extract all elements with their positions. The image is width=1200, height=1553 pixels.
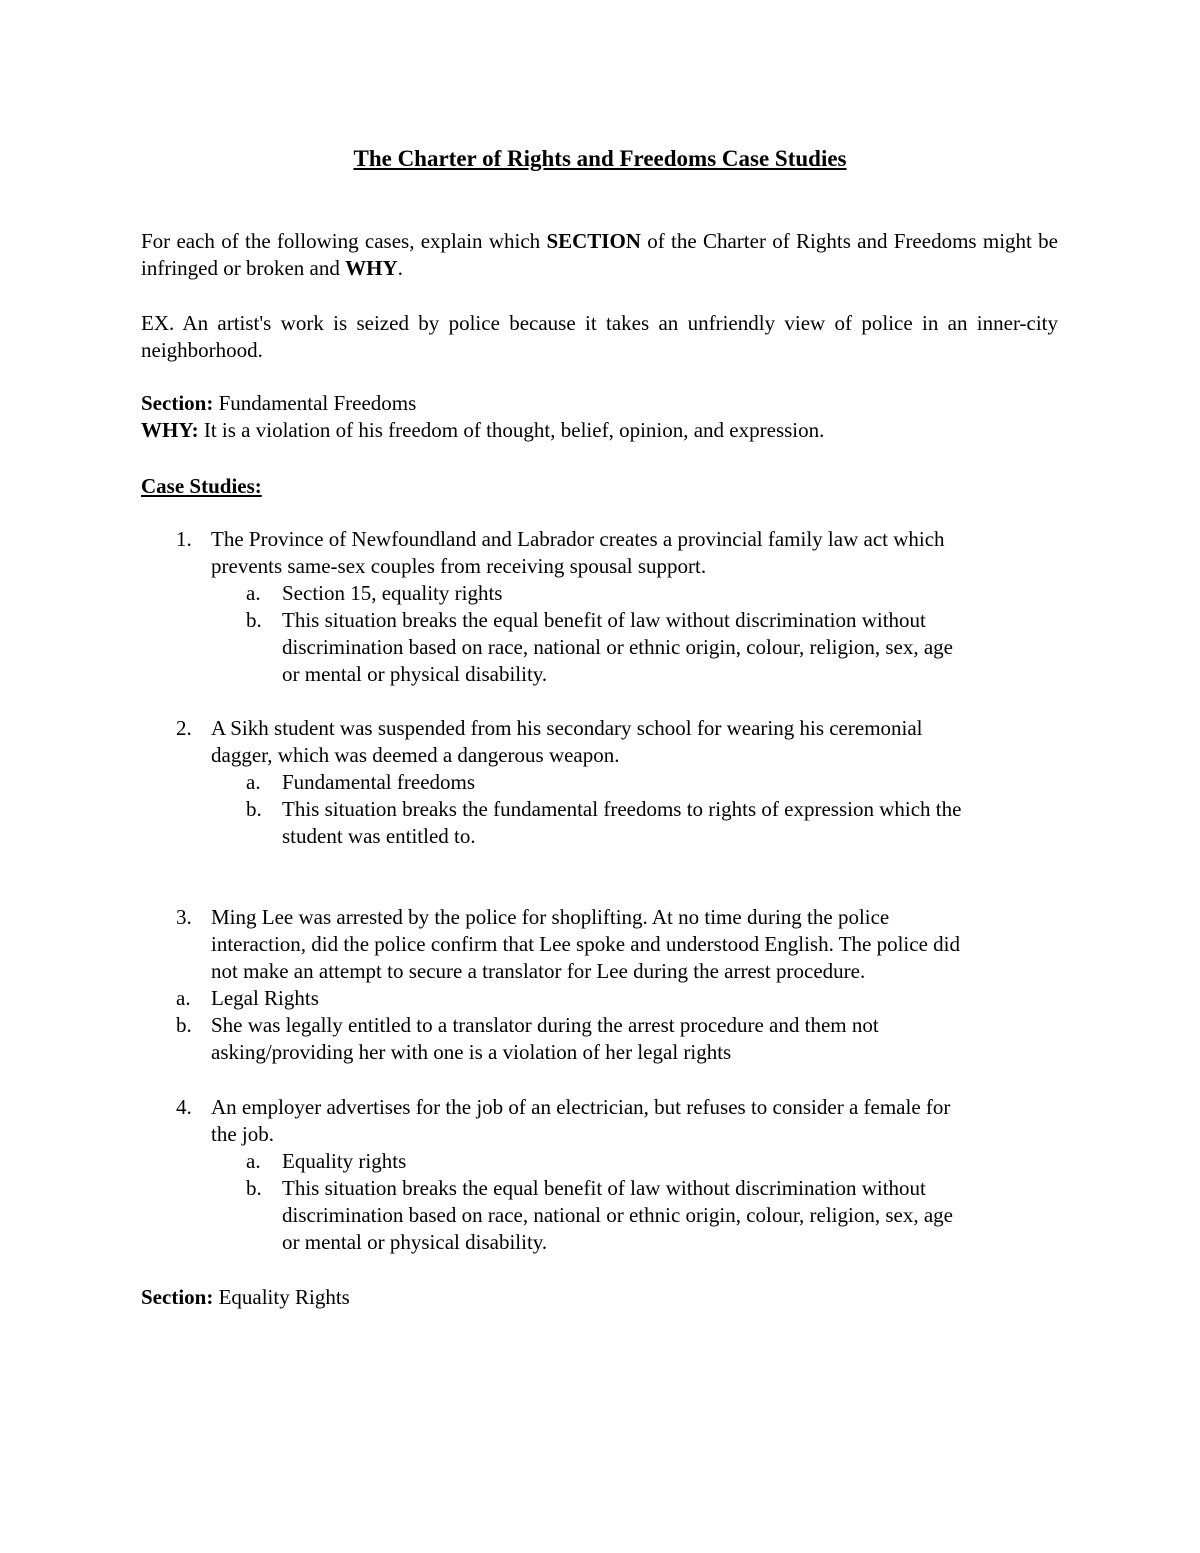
instructions-paragraph [141,228,1058,282]
case-text-line: not make an attempt to secure a translator for Lee during the arrest procedure. [211,959,866,983]
example-why-value: It is a violation of his freedom of thought, belief, opinion, and expression. [198,418,825,442]
instructions-text-3: . [397,256,403,280]
answer-letter: b. [246,797,262,821]
answer-letter: b. [246,608,262,632]
answer-why-line: or mental or physical disability. [282,662,548,686]
case-text-line: A Sikh student was suspended from his secondary school for wearing his ceremonial [211,716,923,740]
answer-letter: a. [246,581,261,605]
answer-letter: a. [246,1149,261,1173]
answer-letter: a. [176,986,191,1010]
case-text-line: dagger, which was deemed a dangerous weapon. [211,743,620,767]
case-text-line: An employer advertises for the job of an electrician, but refuses to consider a female for [211,1095,951,1119]
final-section-value: Equality Rights [213,1285,350,1309]
answer-why-line: asking/providing her with one is a violation of her legal rights [211,1040,732,1064]
case-text-line: interaction, did the police confirm that Lee spoke and understood English. The police did [211,932,960,956]
answer-why-line: or mental or physical disability. [282,1230,548,1254]
case-number: 1. [176,527,192,551]
case-text-line: prevents same-sex couples from receiving spousal support. [211,554,707,578]
answer-why-line: discrimination based on race, national or ethnic origin, colour, religion, sex, age [282,635,953,659]
case-text-line: Ming Lee was arrested by the police for shoplifting. At no time during the police [211,905,890,929]
case-number: 3. [176,905,192,929]
instructions-bold-why: WHY [345,256,398,280]
answer-letter: b. [176,1013,192,1037]
answer-letter: a. [246,770,261,794]
final-section-label: Section: [141,1285,214,1309]
example-section-line [141,390,1058,417]
answer-why-line: She was legally entitled to a translator during the arrest procedure and them not [211,1013,879,1037]
answer-section: Equality rights [282,1149,407,1173]
answer-why-line: This situation breaks the fundamental freedoms to rights of expression which the [282,797,962,821]
final-section-line [141,1284,350,1311]
answer-section: Fundamental freedoms [282,770,476,794]
answer-section: Section 15, equality rights [282,581,503,605]
case-text-line: The Province of Newfoundland and Labrador creates a provincial family law act which [211,527,945,551]
answer-why-line: This situation breaks the equal benefit of law without discrimination without [282,1176,926,1200]
instructions-text-1: For each of the following cases, explain which [141,229,547,253]
answer-why-line: discrimination based on race, national or ethnic origin, colour, religion, sex, age [282,1203,953,1227]
example-why-label: WHY: [141,418,199,442]
answer-why-line: student was entitled to. [282,824,476,848]
answer-section: Legal Rights [211,986,319,1010]
case-text-line: the job. [211,1122,274,1146]
example-section-label: Section: [141,391,214,415]
example-paragraph: EX. An artist's work is seized by police because it takes an unfriendly view of police in an inner-city neighborhood. [141,311,1058,362]
case-studies-heading: Case Studies: [141,474,262,498]
example-section-value: Fundamental Freedoms [213,391,417,415]
case-number: 2. [176,716,192,740]
answer-letter: b. [246,1176,262,1200]
case-number: 4. [176,1095,192,1119]
answer-why-line: This situation breaks the equal benefit of law without discrimination without [282,608,926,632]
document-title: The Charter of Rights and Freedoms Case Studies [353,146,847,171]
example-why-line [141,417,1058,444]
instructions-text-2: of the Charter of Rights and Freedoms might be infringed or broken and [141,229,1058,280]
instructions-bold-section: SECTION [546,229,641,253]
